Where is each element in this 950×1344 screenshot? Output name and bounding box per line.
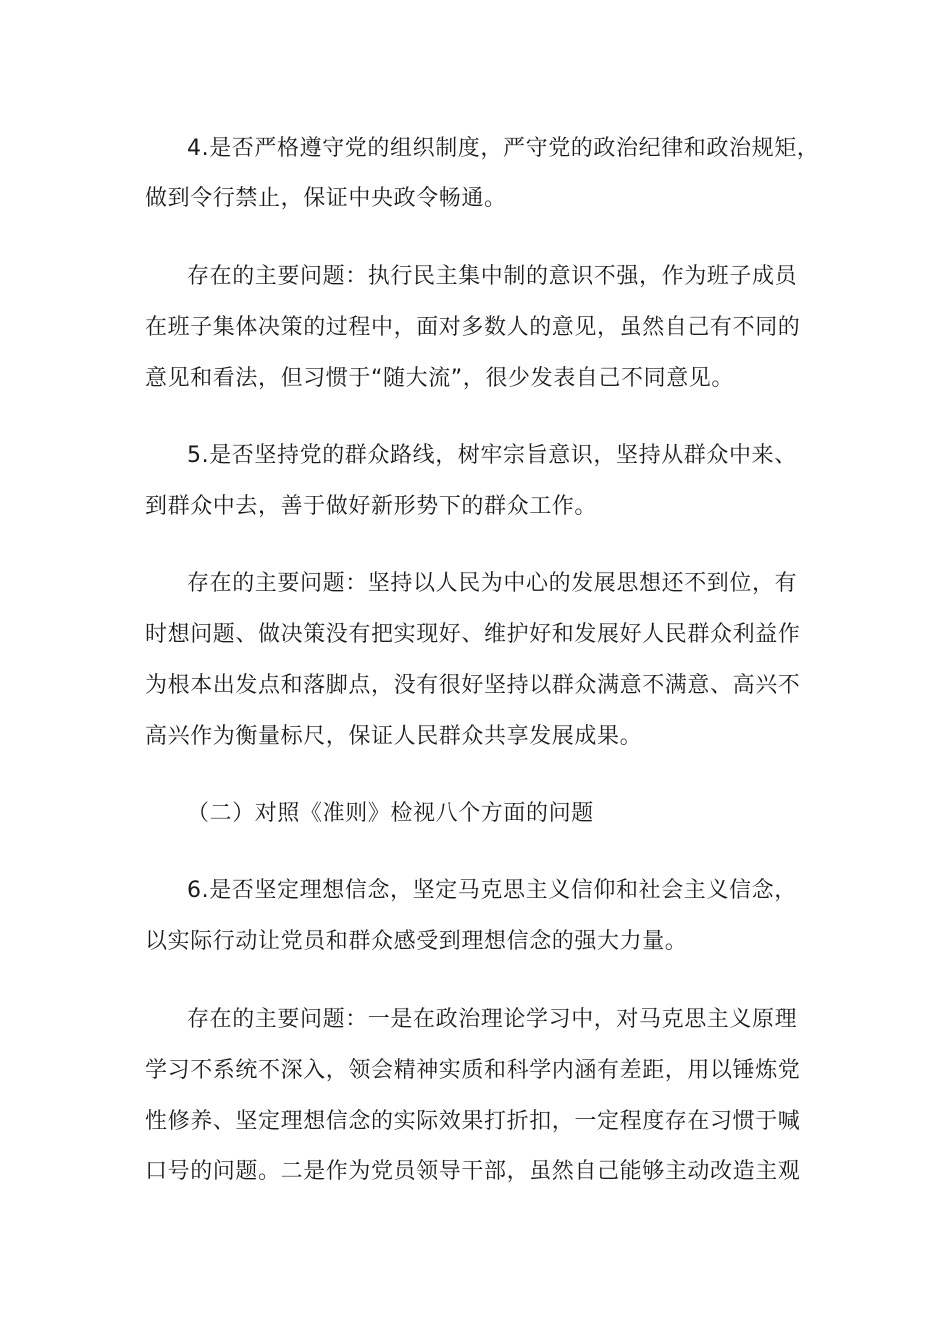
text-line: 存在的主要问题：执行民主集中制的意识不强，作为班子成员 [187, 264, 798, 289]
text-line: 为根本出发点和落脚点，没有很好坚持以群众满意不满意、高兴不 [145, 673, 801, 698]
text-line: 做到令行禁止，保证中央政令畅通。 [145, 186, 507, 211]
text-line: 到群众中去，善于做好新形势下的群众工作。 [145, 494, 598, 519]
text-line: 意见和看法，但习惯于“随大流”，很少发表自己不同意见。 [145, 366, 734, 391]
text-line: 学习不系统不深入，领会精神实质和科学内涵有差距，用以锤炼党 [145, 1058, 801, 1083]
text-line: 高兴作为衡量标尺，保证人民群众共享发展成果。 [145, 724, 643, 749]
text-line: 时想问题、做决策没有把实现好、维护好和发展好人民群众利益作 [145, 622, 801, 647]
section-heading: （二）对照《准则》检视八个方面的问题 [187, 801, 594, 826]
text-line: 存在的主要问题：坚持以人民为中心的发展思想还不到位，有 [187, 571, 798, 596]
text-line: 在班子集体决策的过程中，面对多数人的意见，虽然自己有不同的 [145, 315, 801, 340]
text-line: 4.是否严格遵守党的组织制度，严守党的政治纪律和政治规矩， [187, 136, 820, 161]
text-line: 存在的主要问题：一是在政治理论学习中，对马克思主义原理 [187, 1007, 798, 1032]
text-line: 以实际行动让党员和群众感受到理想信念的强大力量。 [145, 929, 688, 954]
text-line: 6.是否坚定理想信念，坚定马克思主义信仰和社会主义信念， [187, 878, 797, 903]
text-line: 口号的问题。二是作为党员领导干部，虽然自己能够主动改造主观 [145, 1159, 801, 1184]
text-line: 5.是否坚持党的群众路线，树牢宗旨意识，坚持从群众中来、 [187, 443, 797, 468]
text-line: 性修养、坚定理想信念的实际效果打折扣，一定程度存在习惯于喊 [145, 1109, 801, 1134]
